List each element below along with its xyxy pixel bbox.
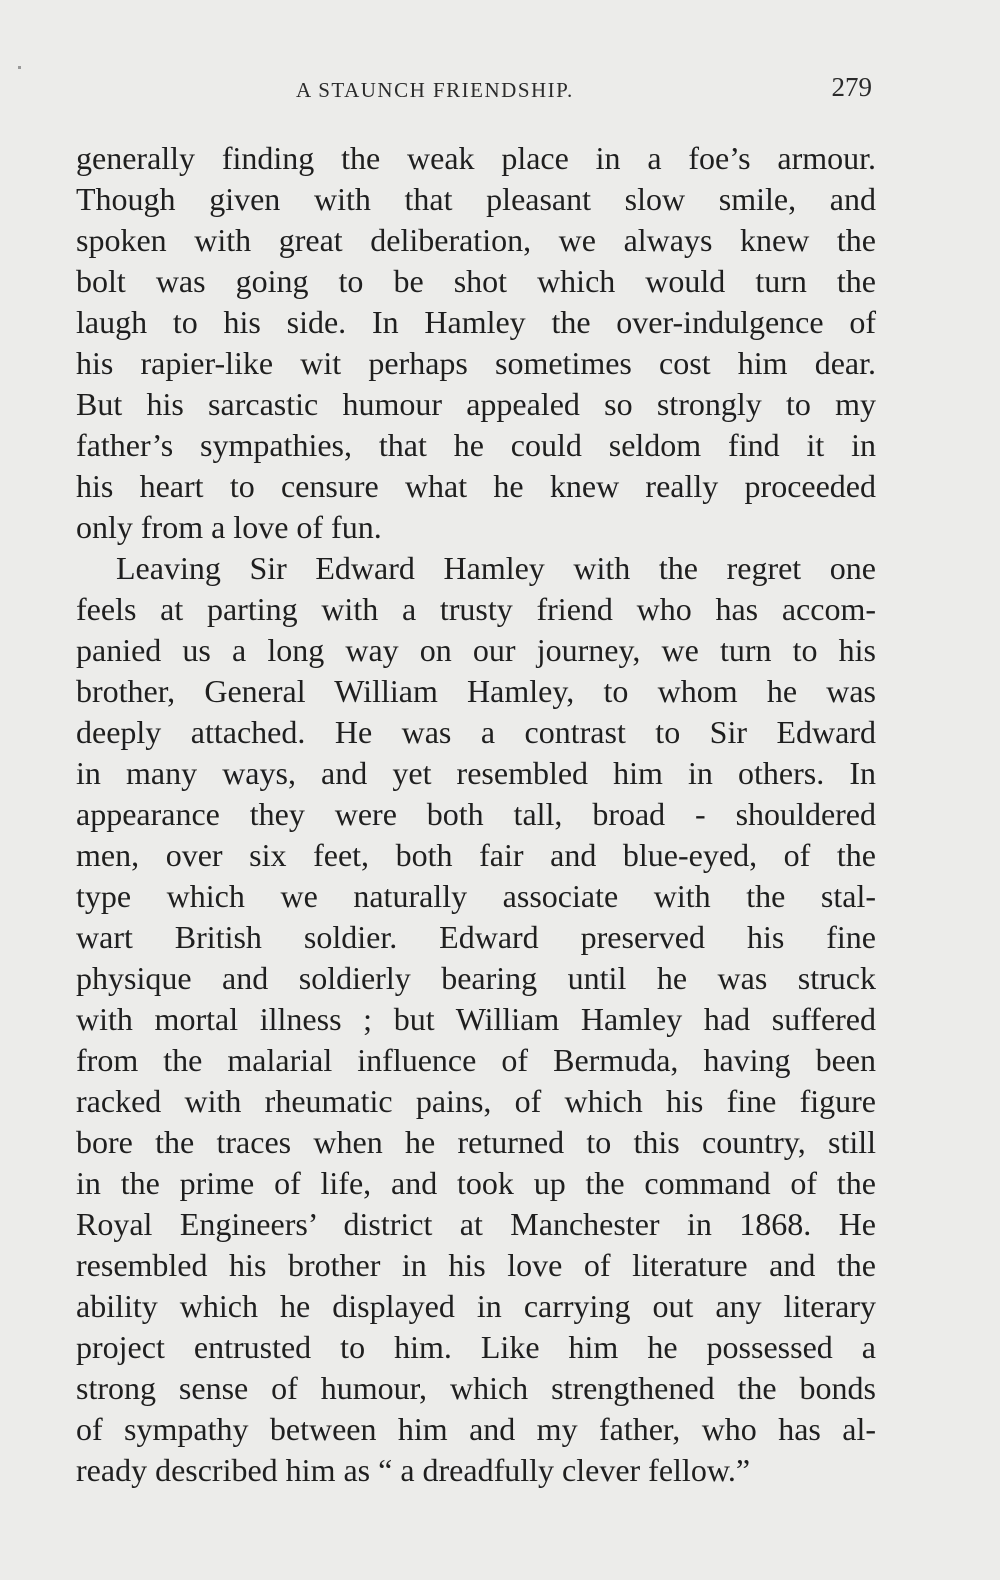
- text-line: Royal Engineers’ district at Manchester in 1868. He: [76, 1206, 876, 1242]
- text-line: But his sarcastic humour appealed so strongly to my: [76, 386, 876, 422]
- text-line: resembled his brother in his love of literature and the: [76, 1247, 876, 1283]
- text-line: of sympathy between him and my father, who has al-: [76, 1411, 876, 1447]
- text-line: bore the traces when he returned to this country, still: [76, 1124, 876, 1160]
- page-number: 279: [831, 72, 872, 102]
- text-line: from the malarial influence of Bermuda, having been: [76, 1042, 876, 1078]
- text-line: father’s sympathies, that he could seldom find it in: [76, 427, 876, 463]
- text-line: his rapier-like wit perhaps sometimes cost him dear.: [76, 345, 876, 381]
- text-line: brother, General William Hamley, to whom he was: [76, 673, 876, 709]
- text-line: only from a love of fun.: [76, 509, 382, 545]
- body-text: [76, 138, 876, 1491]
- margin-speck: [18, 66, 21, 69]
- text-line: his heart to censure what he knew really proceeded: [76, 468, 876, 504]
- text-line: Leaving Sir Edward Hamley with the regret one: [116, 550, 876, 586]
- text-line: panied us a long way on our journey, we turn to his: [76, 632, 876, 668]
- text-line: project entrusted to him. Like him he possessed a: [76, 1329, 876, 1365]
- text-line: generally finding the weak place in a foe’s armour.: [76, 140, 876, 176]
- text-line: laugh to his side. In Hamley the over-indulgence of: [76, 304, 876, 340]
- text-line: Though given with that pleasant slow smile, and: [76, 181, 876, 217]
- text-line: with mortal illness ; but William Hamley had suffered: [76, 1001, 876, 1037]
- text-line: feels at parting with a trusty friend who has accom-: [76, 591, 876, 627]
- text-line: ability which he displayed in carrying out any literary: [76, 1288, 876, 1324]
- text-line: in many ways, and yet resembled him in others. In: [76, 755, 876, 791]
- text-line: physique and soldierly bearing until he was struck: [76, 960, 876, 996]
- text-line: strong sense of humour, which strengthened the bonds: [76, 1370, 876, 1406]
- page-header: [76, 72, 876, 112]
- text-line: men, over six feet, both fair and blue-eyed, of the: [76, 837, 876, 873]
- text-line: bolt was going to be shot which would turn the: [76, 263, 876, 299]
- text-line: type which we naturally associate with the stal-: [76, 878, 876, 914]
- text-line: racked with rheumatic pains, of which his fine figure: [76, 1083, 876, 1119]
- text-line: appearance they were both tall, broad - shouldered: [76, 796, 876, 832]
- text-line: in the prime of life, and took up the command of the: [76, 1165, 876, 1201]
- text-line: ready described him as “ a dreadfully clever fellow.”: [76, 1452, 751, 1488]
- text-line: wart British soldier. Edward preserved his fine: [76, 919, 876, 955]
- text-line: deeply attached. He was a contrast to Sir Edward: [76, 714, 876, 750]
- text-line: spoken with great deliberation, we always knew the: [76, 222, 876, 258]
- running-head: A STAUNCH FRIENDSHIP.: [296, 78, 574, 102]
